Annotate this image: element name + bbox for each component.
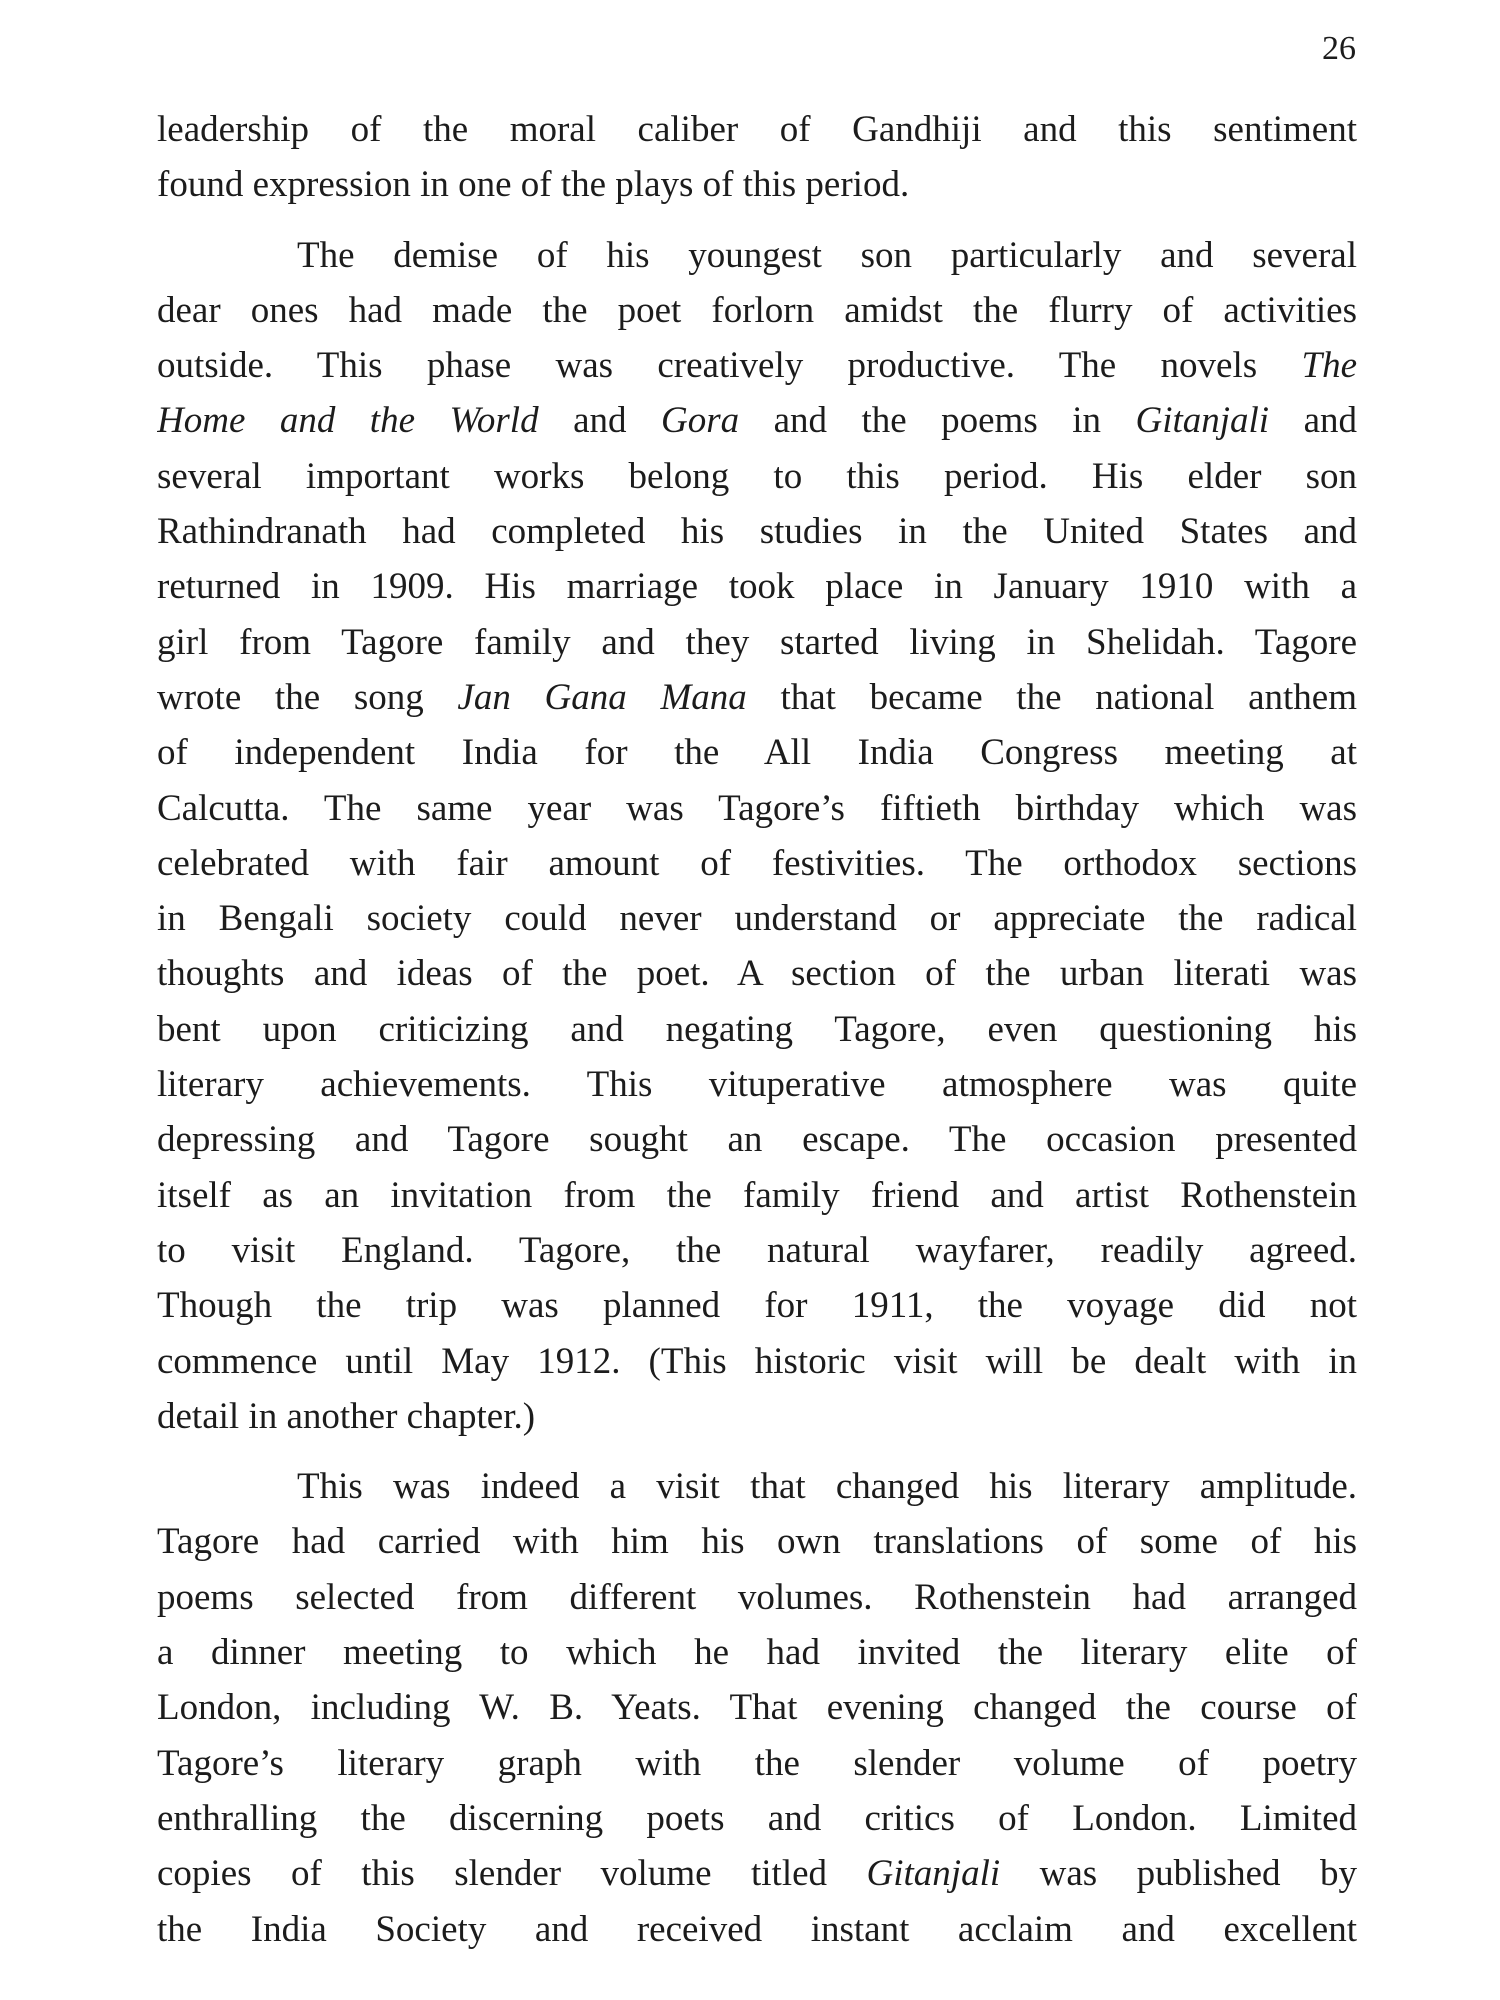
text-line bbox=[157, 102, 1357, 157]
text-line bbox=[157, 1514, 1357, 1569]
text-run: and the poems in bbox=[739, 400, 1136, 442]
text-run: poems selected from different volumes. Rothenstein had arranged bbox=[157, 1576, 1357, 1618]
text-run: outside. This phase was creatively productive. The novels bbox=[157, 345, 1302, 387]
text-line bbox=[157, 1459, 1357, 1514]
text-line bbox=[157, 504, 1357, 559]
text-run: that became the national anthem bbox=[746, 676, 1357, 718]
text-run: to visit England. Tagore, the natural wayfarer, readily agreed. bbox=[157, 1229, 1357, 1271]
text-line bbox=[157, 157, 1357, 212]
text-run: in Bengali society could never understand or appreciate the radical bbox=[157, 898, 1357, 940]
text-run: and bbox=[1269, 400, 1357, 442]
text-line bbox=[157, 1680, 1357, 1735]
text-line bbox=[157, 1112, 1357, 1167]
italic-title: The bbox=[1301, 345, 1357, 387]
paragraph bbox=[157, 102, 1357, 213]
text-run: detail in another chapter.) bbox=[157, 1395, 536, 1437]
text-line bbox=[157, 670, 1357, 725]
text-run: The demise of his youngest son particularly and several bbox=[297, 234, 1357, 276]
text-run: returned in 1909. His marriage took place in January 1910 with a bbox=[157, 566, 1357, 608]
text-line bbox=[157, 781, 1357, 836]
text-run: bent upon criticizing and negating Tagore, even questioning his bbox=[157, 1008, 1357, 1050]
text-run: London, including W. B. Yeats. That evening changed the course of bbox=[157, 1687, 1357, 1729]
text-run: Tagore had carried with him his own translations of some of his bbox=[157, 1521, 1357, 1563]
text-run: Tagore’s literary graph with the slender volume of poetry bbox=[157, 1742, 1357, 1784]
italic-title: Home and the World bbox=[157, 400, 539, 442]
text-line bbox=[157, 393, 1357, 448]
text-run: Rathindranath had completed his studies in the United States and bbox=[157, 511, 1357, 553]
text-run: This was indeed a visit that changed his literary amplitude. bbox=[297, 1466, 1357, 1508]
italic-title: Gitanjali bbox=[1135, 400, 1270, 442]
text-run: itself as an invitation from the family friend and artist Rothenstein bbox=[157, 1174, 1357, 1216]
text-run: Though the trip was planned for 1911, the voyage did not bbox=[157, 1285, 1357, 1327]
text-line bbox=[157, 725, 1357, 780]
text-line bbox=[157, 891, 1357, 946]
text-line bbox=[157, 946, 1357, 1001]
text-line bbox=[157, 1334, 1357, 1389]
text-run: a dinner meeting to which he had invited the literary elite of bbox=[157, 1632, 1357, 1674]
text-line bbox=[157, 1570, 1357, 1625]
text-run: literary achievements. This vituperative atmosphere was quite bbox=[157, 1064, 1357, 1106]
text-run: was published by bbox=[1000, 1853, 1357, 1895]
text-line bbox=[157, 1846, 1357, 1901]
text-run: of independent India for the All India Congress meeting at bbox=[157, 732, 1357, 774]
text-run: thoughts and ideas of the poet. A section of the urban literati was bbox=[157, 953, 1357, 995]
text-line bbox=[157, 1625, 1357, 1680]
text-run: leadership of the moral caliber of Gandhiji and this sentiment bbox=[157, 109, 1357, 150]
paragraph bbox=[157, 228, 1357, 1445]
italic-title: Gitanjali bbox=[866, 1853, 1001, 1895]
text-run: and bbox=[538, 400, 661, 442]
text-line bbox=[157, 1736, 1357, 1791]
text-line bbox=[157, 1057, 1357, 1112]
text-run: celebrated with fair amount of festivities. The orthodox sections bbox=[157, 842, 1357, 884]
text-line bbox=[157, 228, 1357, 283]
text-run: enthralling the discerning poets and critics of London. Limited bbox=[157, 1797, 1357, 1839]
text-run: depressing and Tagore sought an escape. The occasion presented bbox=[157, 1119, 1357, 1161]
text-run: dear ones had made the poet forlorn amidst the flurry of activities bbox=[157, 289, 1357, 331]
text-run: several important works belong to this period. His elder son bbox=[157, 455, 1357, 497]
text-line bbox=[157, 338, 1357, 393]
text-line bbox=[157, 1902, 1357, 1957]
text-line bbox=[157, 283, 1357, 338]
text-line bbox=[157, 1223, 1357, 1278]
text-line bbox=[157, 1002, 1357, 1057]
text-run: commence until May 1912. (This historic visit will be dealt with in bbox=[157, 1340, 1357, 1382]
paragraph bbox=[157, 1459, 1357, 1957]
text-line bbox=[157, 1168, 1357, 1223]
text-line bbox=[157, 615, 1357, 670]
document-body bbox=[157, 102, 1357, 1972]
text-line bbox=[157, 1278, 1357, 1333]
text-run: found expression in one of the plays of this period. bbox=[157, 164, 910, 206]
text-run: Calcutta. The same year was Tagore’s fiftieth birthday which was bbox=[157, 787, 1357, 829]
italic-title: Jan Gana Mana bbox=[457, 676, 747, 718]
text-run: copies of this slender volume titled bbox=[157, 1853, 867, 1895]
text-line bbox=[157, 1791, 1357, 1846]
italic-title: Gora bbox=[660, 400, 740, 442]
text-line bbox=[157, 559, 1357, 614]
text-run: the India Society and received instant acclaim and excellent bbox=[157, 1908, 1357, 1950]
text-run: wrote the song bbox=[157, 676, 458, 718]
text-run: girl from Tagore family and they started living in Shelidah. Tagore bbox=[157, 621, 1357, 663]
text-line bbox=[157, 1389, 1357, 1444]
text-line bbox=[157, 836, 1357, 891]
text-line bbox=[157, 449, 1357, 504]
page-number: 26 bbox=[1322, 30, 1356, 67]
